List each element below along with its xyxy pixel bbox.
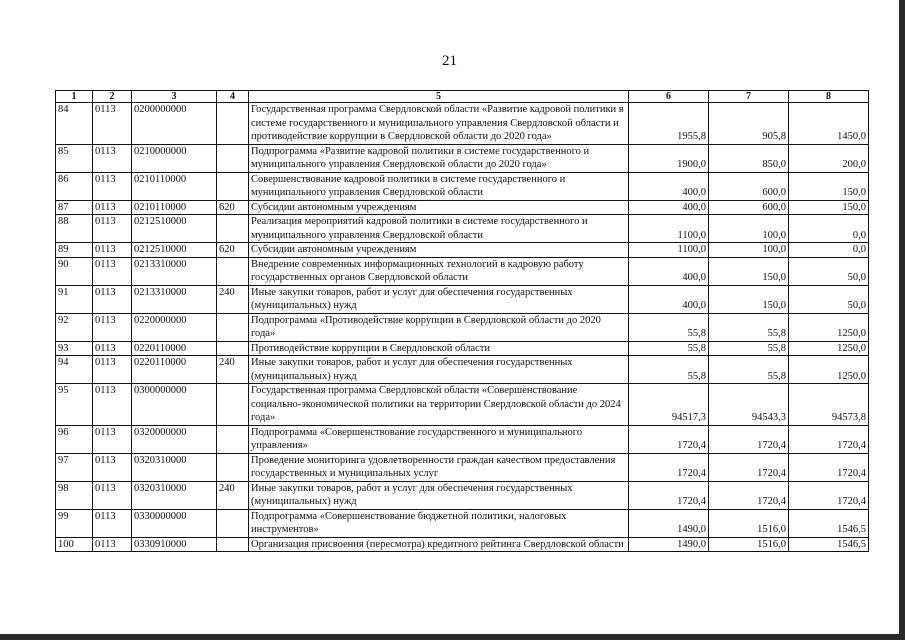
expense-type-code-cell: 240	[217, 481, 249, 509]
row-number-cell: 94	[56, 356, 93, 384]
amount-year1-cell: 400,0	[629, 200, 709, 215]
target-article-code-cell: 0320000000	[132, 425, 217, 453]
amount-year2-cell: 600,0	[709, 172, 789, 200]
row-number-cell: 96	[56, 425, 93, 453]
header-row	[56, 91, 869, 103]
target-article-code-cell: 0330910000	[132, 537, 217, 552]
expense-type-code-cell: 620	[217, 200, 249, 215]
amount-year1-cell: 1720,4	[629, 481, 709, 509]
amount-year1-cell: 1900,0	[629, 144, 709, 172]
amount-year1-cell: 400,0	[629, 285, 709, 313]
section-code-cell: 0113	[93, 200, 132, 215]
amount-year3-cell: 200,0	[789, 144, 869, 172]
budget-table	[55, 90, 869, 552]
row-number-cell: 88	[56, 215, 93, 243]
amount-year3-cell: 50,0	[789, 257, 869, 285]
item-name-cell: Совершенствование кадровой политики в системе государственного и муниципального управления Свердловской области	[249, 172, 629, 200]
row-number-cell: 99	[56, 509, 93, 537]
item-name-cell: Внедрение современных информационных технологий в кадровую работу государственных органов Свердловской области	[249, 257, 629, 285]
section-code-cell: 0113	[93, 453, 132, 481]
table-row	[56, 341, 869, 356]
amount-year3-cell: 1250,0	[789, 356, 869, 384]
amount-year3-cell: 150,0	[789, 172, 869, 200]
expense-type-code-cell	[217, 509, 249, 537]
expense-type-code-cell	[217, 172, 249, 200]
column-header: 2	[93, 91, 132, 103]
column-header: 8	[789, 91, 869, 103]
target-article-code-cell: 0300000000	[132, 384, 217, 426]
amount-year1-cell: 400,0	[629, 172, 709, 200]
amount-year3-cell: 1450,0	[789, 103, 869, 145]
amount-year2-cell: 1720,4	[709, 481, 789, 509]
row-number-cell: 84	[56, 103, 93, 145]
target-article-code-cell: 0213310000	[132, 285, 217, 313]
amount-year1-cell: 1490,0	[629, 509, 709, 537]
expense-type-code-cell: 620	[217, 243, 249, 258]
amount-year3-cell: 1546,5	[789, 537, 869, 552]
table-row	[56, 215, 869, 243]
column-header: 4	[217, 91, 249, 103]
target-article-code-cell: 0212510000	[132, 243, 217, 258]
column-header: 3	[132, 91, 217, 103]
expense-type-code-cell	[217, 341, 249, 356]
section-code-cell: 0113	[93, 103, 132, 145]
amount-year3-cell: 0,0	[789, 215, 869, 243]
section-code-cell: 0113	[93, 356, 132, 384]
amount-year2-cell: 1720,4	[709, 453, 789, 481]
item-name-cell: Организация присвоения (пересмотра) кредитного рейтинга Свердловской области	[249, 537, 629, 552]
item-name-cell: Государственная программа Свердловской области «Совершенствование социально-экономической политики на территории Свердловской области до 2024 года»	[249, 384, 629, 426]
table-row	[56, 285, 869, 313]
amount-year1-cell: 400,0	[629, 257, 709, 285]
target-article-code-cell: 0220110000	[132, 356, 217, 384]
item-name-cell: Субсидии автономным учреждениям	[249, 243, 629, 258]
expense-type-code-cell	[217, 313, 249, 341]
table-row	[56, 243, 869, 258]
amount-year1-cell: 1490,0	[629, 537, 709, 552]
amount-year3-cell: 94573,8	[789, 384, 869, 426]
amount-year1-cell: 55,8	[629, 313, 709, 341]
row-number-cell: 97	[56, 453, 93, 481]
column-header: 5	[249, 91, 629, 103]
amount-year3-cell: 1720,4	[789, 425, 869, 453]
amount-year2-cell: 850,0	[709, 144, 789, 172]
amount-year1-cell: 55,8	[629, 341, 709, 356]
amount-year3-cell: 1546,5	[789, 509, 869, 537]
amount-year2-cell: 100,0	[709, 243, 789, 258]
item-name-cell: Противодействие коррупции в Свердловской области	[249, 341, 629, 356]
table-row	[56, 509, 869, 537]
section-code-cell: 0113	[93, 537, 132, 552]
amount-year1-cell: 1720,4	[629, 453, 709, 481]
section-code-cell: 0113	[93, 215, 132, 243]
table-row	[56, 144, 869, 172]
scan-frame-edge	[899, 0, 905, 640]
expense-type-code-cell	[217, 453, 249, 481]
target-article-code-cell: 0320310000	[132, 453, 217, 481]
table-row	[56, 103, 869, 145]
amount-year2-cell: 1720,4	[709, 425, 789, 453]
target-article-code-cell: 0330000000	[132, 509, 217, 537]
expense-type-code-cell	[217, 384, 249, 426]
amount-year3-cell: 1250,0	[789, 313, 869, 341]
target-article-code-cell: 0213310000	[132, 257, 217, 285]
amount-year3-cell: 1720,4	[789, 481, 869, 509]
row-number-cell: 100	[56, 537, 93, 552]
item-name-cell: Иные закупки товаров, работ и услуг для обеспечения государственных (муниципальных) нужд	[249, 285, 629, 313]
target-article-code-cell: 0220110000	[132, 341, 217, 356]
column-header: 7	[709, 91, 789, 103]
amount-year3-cell: 1250,0	[789, 341, 869, 356]
section-code-cell: 0113	[93, 425, 132, 453]
table-row	[56, 200, 869, 215]
section-code-cell: 0113	[93, 243, 132, 258]
amount-year2-cell: 150,0	[709, 285, 789, 313]
amount-year3-cell: 1720,4	[789, 453, 869, 481]
amount-year2-cell: 150,0	[709, 257, 789, 285]
expense-type-code-cell	[217, 144, 249, 172]
item-name-cell: Подпрограмма «Противодействие коррупции в Свердловской области до 2020 года»	[249, 313, 629, 341]
item-name-cell: Подпрограмма «Совершенствование бюджетной политики, налоговых инструментов»	[249, 509, 629, 537]
amount-year1-cell: 1955,8	[629, 103, 709, 145]
expense-type-code-cell: 240	[217, 356, 249, 384]
target-article-code-cell: 0220000000	[132, 313, 217, 341]
column-header: 6	[629, 91, 709, 103]
amount-year2-cell: 55,8	[709, 341, 789, 356]
row-number-cell: 90	[56, 257, 93, 285]
amount-year2-cell: 55,8	[709, 356, 789, 384]
amount-year2-cell: 1516,0	[709, 537, 789, 552]
amount-year1-cell: 1100,0	[629, 243, 709, 258]
section-code-cell: 0113	[93, 285, 132, 313]
row-number-cell: 91	[56, 285, 93, 313]
expense-type-code-cell	[217, 425, 249, 453]
amount-year2-cell: 905,8	[709, 103, 789, 145]
section-code-cell: 0113	[93, 257, 132, 285]
target-article-code-cell: 0212510000	[132, 215, 217, 243]
table-row	[56, 384, 869, 426]
amount-year3-cell: 50,0	[789, 285, 869, 313]
amount-year1-cell: 1100,0	[629, 215, 709, 243]
row-number-cell: 86	[56, 172, 93, 200]
target-article-code-cell: 0320310000	[132, 481, 217, 509]
page-number: 21	[442, 53, 457, 69]
amount-year3-cell: 150,0	[789, 200, 869, 215]
row-number-cell: 89	[56, 243, 93, 258]
column-header: 1	[56, 91, 93, 103]
section-code-cell: 0113	[93, 341, 132, 356]
item-name-cell: Государственная программа Свердловской области «Развитие кадровой политики в системе государственного и муниципального управления Свердловской области и противодействие коррупции в Свердловской области до 2020 года»	[249, 103, 629, 145]
expense-type-code-cell: 240	[217, 285, 249, 313]
target-article-code-cell: 0210000000	[132, 144, 217, 172]
amount-year2-cell: 100,0	[709, 215, 789, 243]
amount-year2-cell: 600,0	[709, 200, 789, 215]
amount-year1-cell: 1720,4	[629, 425, 709, 453]
section-code-cell: 0113	[93, 172, 132, 200]
amount-year2-cell: 94543,3	[709, 384, 789, 426]
row-number-cell: 93	[56, 341, 93, 356]
amount-year3-cell: 0,0	[789, 243, 869, 258]
section-code-cell: 0113	[93, 313, 132, 341]
item-name-cell: Субсидии автономным учреждениям	[249, 200, 629, 215]
item-name-cell: Проведение мониторинга удовлетворенности граждан качеством предоставления государственных и муниципальных услуг	[249, 453, 629, 481]
table-body	[56, 103, 869, 552]
amount-year1-cell: 55,8	[629, 356, 709, 384]
row-number-cell: 98	[56, 481, 93, 509]
target-article-code-cell: 0200000000	[132, 103, 217, 145]
expense-type-code-cell	[217, 537, 249, 552]
expense-type-code-cell	[217, 257, 249, 285]
item-name-cell: Подпрограмма «Совершенствование государственного и муниципального управления»	[249, 425, 629, 453]
item-name-cell: Иные закупки товаров, работ и услуг для обеспечения государственных (муниципальных) нужд	[249, 356, 629, 384]
row-number-cell: 87	[56, 200, 93, 215]
section-code-cell: 0113	[93, 384, 132, 426]
section-code-cell: 0113	[93, 144, 132, 172]
section-code-cell: 0113	[93, 509, 132, 537]
table-row	[56, 537, 869, 552]
item-name-cell: Подпрограмма «Развитие кадровой политики в системе государственного и муниципального управления Свердловской области до 2020 года»	[249, 144, 629, 172]
table-row	[56, 257, 869, 285]
item-name-cell: Иные закупки товаров, работ и услуг для обеспечения государственных (муниципальных) нужд	[249, 481, 629, 509]
amount-year1-cell: 94517,3	[629, 384, 709, 426]
amount-year2-cell: 1516,0	[709, 509, 789, 537]
target-article-code-cell: 0210110000	[132, 200, 217, 215]
scan-frame-edge	[0, 634, 905, 640]
table-row	[56, 172, 869, 200]
table-row	[56, 425, 869, 453]
row-number-cell: 95	[56, 384, 93, 426]
row-number-cell: 85	[56, 144, 93, 172]
section-code-cell: 0113	[93, 481, 132, 509]
table-row	[56, 481, 869, 509]
expense-type-code-cell	[217, 215, 249, 243]
row-number-cell: 92	[56, 313, 93, 341]
table-row	[56, 453, 869, 481]
item-name-cell: Реализация мероприятий кадровой политики в системе государственного и муниципального управления Свердловской области	[249, 215, 629, 243]
expense-type-code-cell	[217, 103, 249, 145]
table-row	[56, 313, 869, 341]
table-row	[56, 356, 869, 384]
target-article-code-cell: 0210110000	[132, 172, 217, 200]
amount-year2-cell: 55,8	[709, 313, 789, 341]
